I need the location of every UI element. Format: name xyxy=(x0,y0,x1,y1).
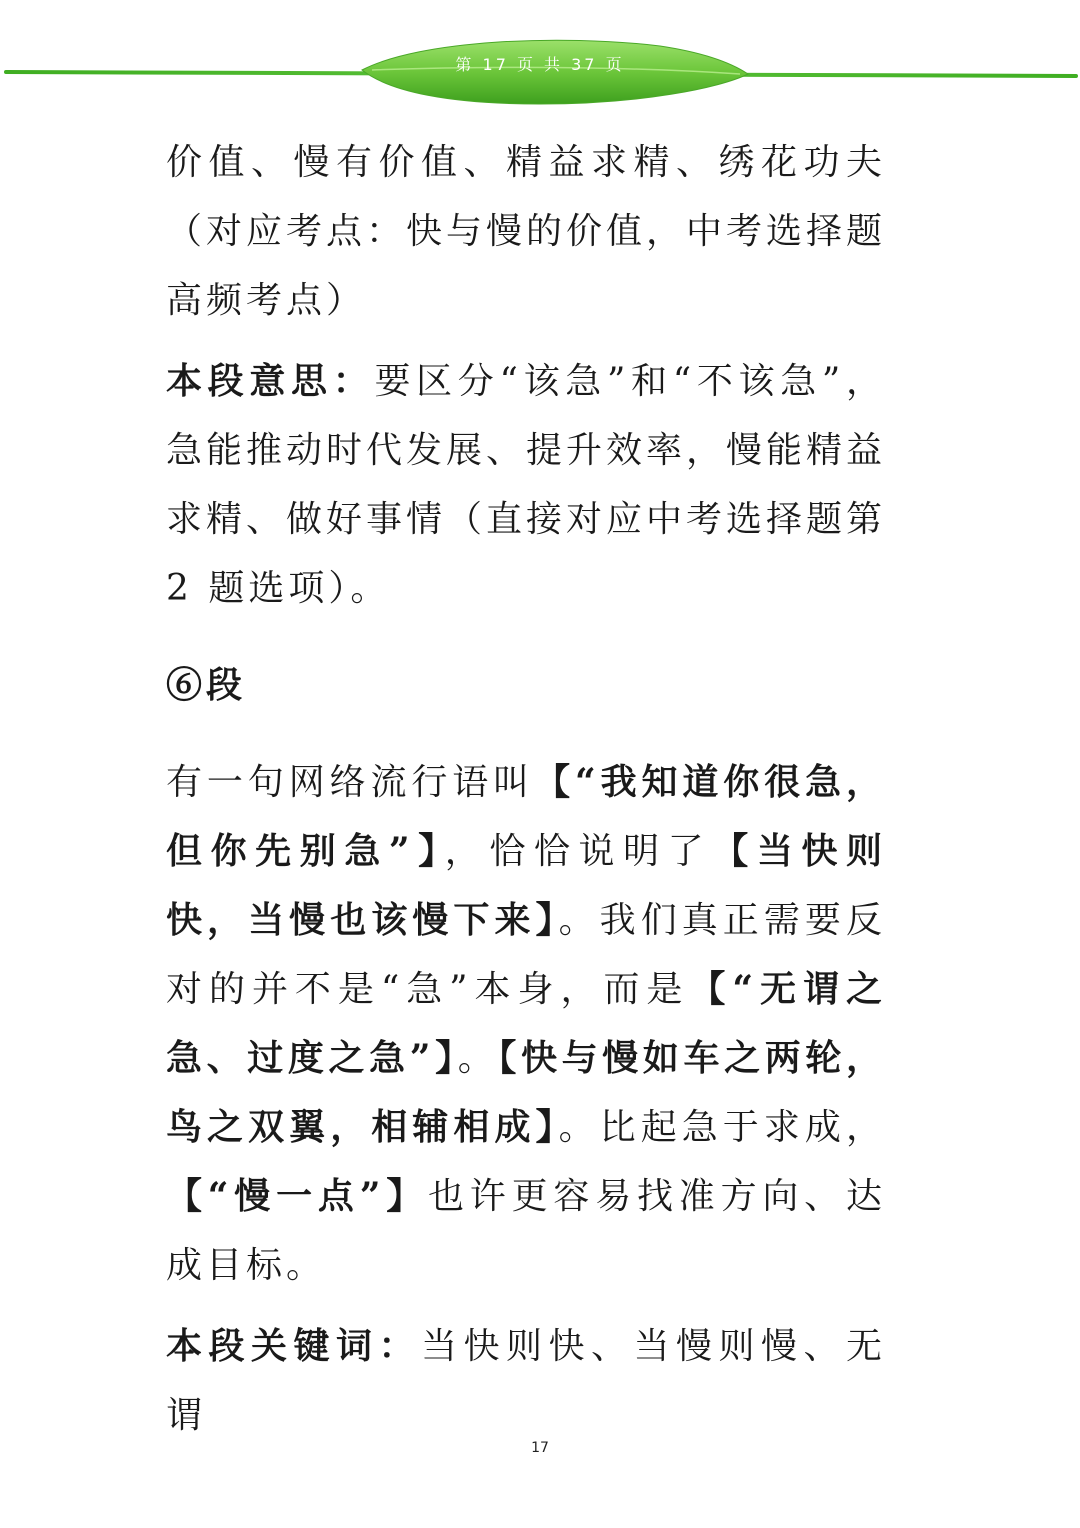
text-segment: ，恰恰说明了 xyxy=(444,831,713,872)
text-segment: 有一句网络流行语叫 xyxy=(166,762,535,803)
emphasis-segment: 【“我知道你很急，但你先别急”】 xyxy=(166,761,886,872)
page-header xyxy=(0,0,1080,110)
paragraph-keywords xyxy=(166,1312,886,1450)
text-segment: 。我们真正需要反对的并不是“急”本身，而是 xyxy=(166,900,886,1010)
emphasis-segment: 【“无谓之急、过度之急”】 xyxy=(166,968,886,1079)
header-page-label: 第 17 页 共 37 页 xyxy=(455,55,625,74)
paragraph-section-six xyxy=(166,748,886,1300)
text-segment: 。比起急于求成， xyxy=(558,1107,886,1148)
document-body xyxy=(166,128,886,1450)
page-number: 17 xyxy=(531,1440,549,1456)
meaning-label: 本段意思： xyxy=(166,360,375,402)
paragraph-meaning xyxy=(166,347,886,623)
emphasis-segment: 【“慢一点”】 xyxy=(166,1175,428,1217)
section-title: ⑥段 xyxy=(166,664,247,706)
emphasis-segment: 【快与慢如车之两轮，鸟之双翼，相辅相成】 xyxy=(166,1037,886,1148)
emphasis-segment: 【当快则快，当慢也该慢下来】 xyxy=(166,830,886,941)
text-segment: 也许更容易找准方向、达成目标。 xyxy=(166,1176,886,1286)
meaning-text: 要区分“该急”和“不该急”，急能推动时代发展、提升效率，慢能精益求精、做好事情（直接对应中考选择题第 2 题选项）。 xyxy=(166,361,887,609)
text-segment: 。 xyxy=(457,1038,499,1079)
keywords-text: 当快则快、当慢则慢、无谓 xyxy=(166,1326,886,1436)
paragraph-values: 价值、慢有价值、精益求精、绣花功夫（对应考点：快与慢的价值，中考选择题高频考点） xyxy=(166,142,887,321)
keywords-label: 本段关键词： xyxy=(166,1325,421,1367)
